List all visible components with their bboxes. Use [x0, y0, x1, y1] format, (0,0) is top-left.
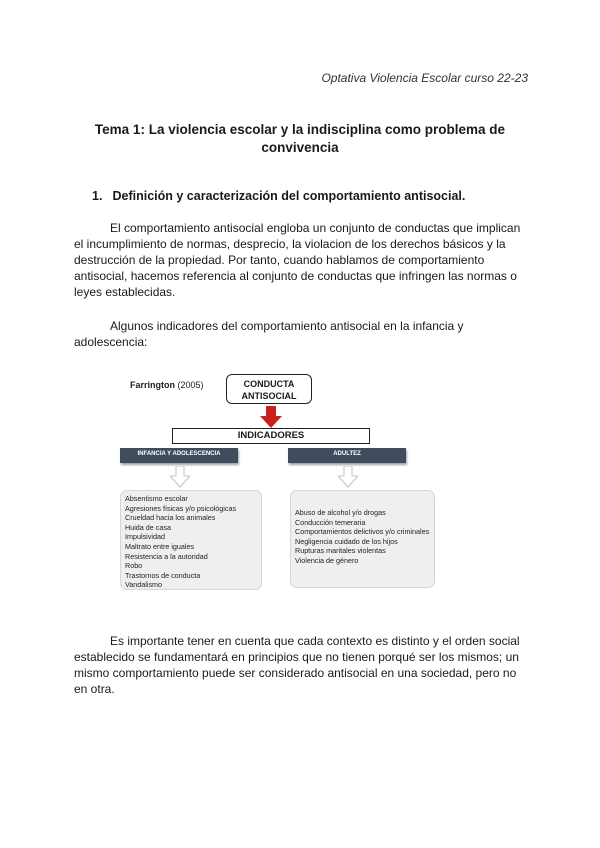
diagram-author: [130, 380, 204, 390]
paragraph-indicators-intro: Algunos indicadores del comportamiento antisocial en la infancia y adolescencia:: [74, 319, 464, 349]
infancia-indicators-box: [120, 490, 262, 590]
list-item: Conducción temeraria: [295, 517, 366, 527]
list-item: Abuso de alcohol y/o drogas: [295, 508, 386, 517]
tab-infancia-adolescencia: INFANCIA Y ADOLESCENCIA: [120, 448, 238, 463]
list-item: Negligencia cuidado de los hijos: [295, 536, 398, 546]
red-down-arrow-icon: [260, 406, 282, 428]
paragraph-definition: El comportamiento antisocial engloba un conjunto de conductas que implican el incumplimiento de normas, desprecio, la violacion de los derechos básicos y la destrucción de la propiedad. Por tanto, cuando hablamos de comportamiento antisocial, hacemos referencia al conjunto de conductas que infringen las normas o leyes establecidas.: [74, 221, 521, 299]
list-item: Maltrato entre iguales: [125, 541, 195, 551]
list-item: Robo: [125, 561, 143, 571]
antisocial-diagram: [120, 370, 430, 595]
paragraph-context: Es importante tener en cuenta que cada contexto es distinto y el orden social establecido se fundamentará en principios que no tienen porqué ser los mismos; un mismo comportamiento puede ser considerado antisocial en una sociedad, pero no en otra.: [74, 634, 520, 696]
list-item: Comportamientos delictivos y/o criminales: [295, 527, 430, 537]
section-number: 1.: [92, 189, 103, 203]
section-heading: [92, 189, 465, 203]
list-item: Resistencia a la autoridad: [125, 551, 208, 561]
indicadores-box: INDICADORES: [172, 428, 370, 444]
list-item: Rupturas maritales violentas: [295, 546, 386, 556]
list-item: Vandalismo: [125, 580, 163, 590]
tab-adultez: ADULTEZ: [288, 448, 406, 463]
list-item: Impulsividad: [125, 532, 165, 542]
section-heading-text: Definición y caracterización del comportamiento antisocial.: [112, 189, 466, 203]
header-note: Optativa Violencia Escolar curso 22-23: [321, 71, 528, 85]
down-arrow-icon: [338, 466, 358, 488]
conducta-antisocial-box: CONDUCTA ANTISOCIAL: [226, 374, 312, 404]
list-item: Trastornos de conducta: [125, 570, 201, 580]
list-item: Crueldad hacia los animales: [125, 513, 216, 523]
adultez-indicators-box: [290, 490, 435, 588]
list-item: Absentismo escolar: [125, 494, 188, 503]
list-item: Agresiones físicas y/o psicológicas: [125, 503, 237, 513]
diagram-author-year: (2005): [177, 380, 204, 390]
list-item: Huida de casa: [125, 522, 171, 532]
down-arrow-icon: [170, 466, 190, 488]
list-item: Violencia de género: [295, 555, 359, 565]
diagram-author-name: Farrington: [130, 380, 175, 390]
page-title: Tema 1: La violencia escolar y la indisciplina como problema de convivencia: [94, 122, 506, 155]
